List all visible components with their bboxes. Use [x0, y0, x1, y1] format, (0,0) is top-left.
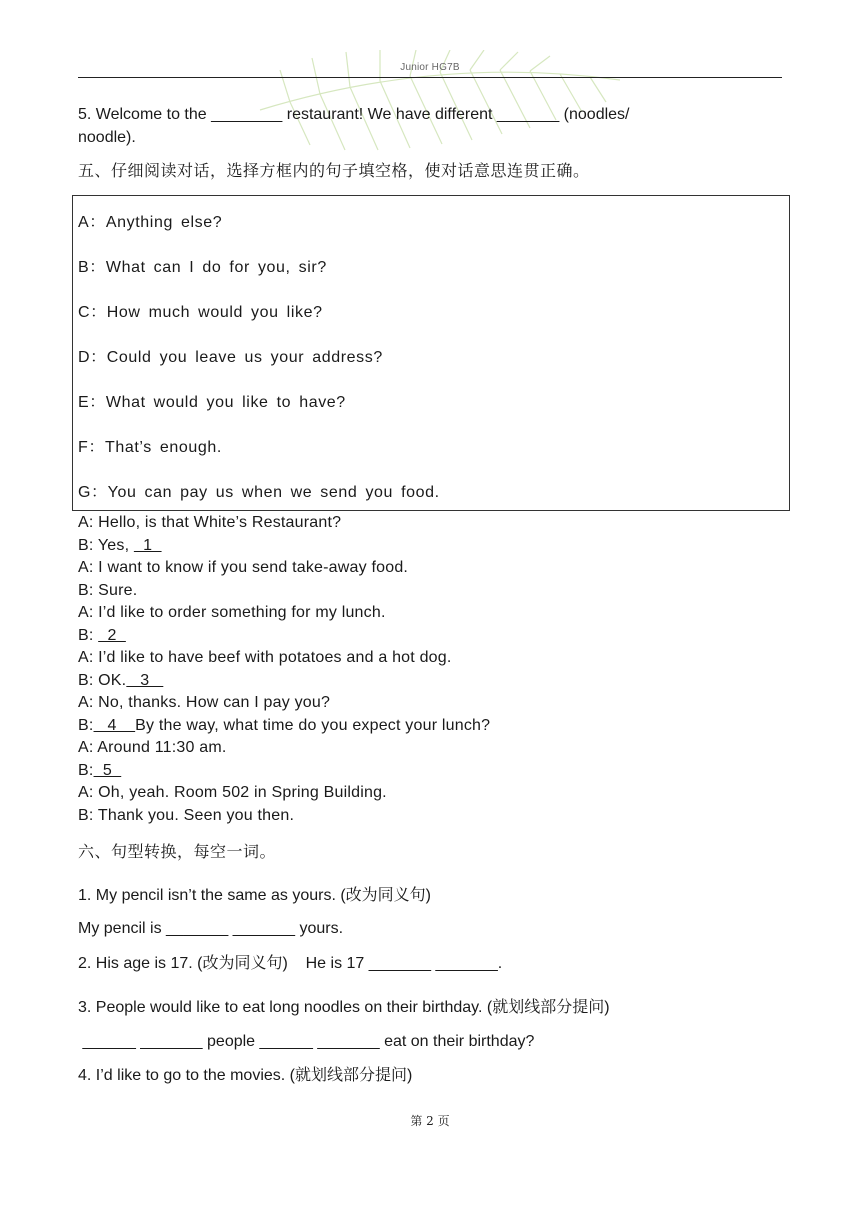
dialogue-text: B: Yes, [78, 537, 134, 554]
dialogue-text: B: [78, 762, 94, 779]
dialogue-line: A: I’d like to order something for my lunch. [78, 604, 386, 621]
question-6-3-answer: ______ _______ people ______ _______ eat on their birthday? [78, 1033, 535, 1050]
question-6-2: 2. His age is 17. (改为同义句) He is 17 _______ _______. [78, 955, 503, 972]
question-6-1: 1. My pencil isn’t the same as yours. (改为同义句) [78, 887, 431, 904]
header-rule [78, 77, 782, 78]
blank-1: 1 [133, 537, 162, 554]
blank-2: 2 [98, 627, 126, 644]
dialogue-line [78, 716, 490, 736]
dialogue-line [78, 761, 121, 781]
dialogue-line: A: I want to know if you send take-away food. [78, 559, 409, 576]
option-e: E：What would you like to have? [78, 394, 346, 411]
dialogue-line: A: Around 11:30 am. [78, 739, 227, 756]
blank-4: 4 [93, 717, 136, 734]
dialogue-line: A: No, thanks. How can I pay you? [78, 694, 331, 711]
option-a: A：Anything else? [78, 214, 223, 231]
question-5-line-2: noodle). [78, 129, 136, 146]
dialogue-text: B: [78, 717, 94, 734]
question-6-4: 4. I’d like to go to the movies. (就划线部分提问) [78, 1067, 413, 1084]
question-5-line-1: 5. Welcome to the ________ restaurant! We have different _______ (noodles/ [78, 106, 630, 123]
question-6-1-answer: My pencil is _______ _______ yours. [78, 920, 344, 937]
option-c: C：How much would you like? [78, 304, 323, 321]
blank-3: 3 [126, 672, 164, 689]
dialogue-line [78, 671, 163, 691]
dialogue-line: B: Thank you. Seen you then. [78, 807, 295, 824]
dialogue-line [78, 536, 162, 556]
dialogue-line [78, 626, 126, 646]
dialogue-line: A: Oh, yeah. Room 502 in Spring Building. [78, 784, 387, 801]
blank-5: 5 [93, 762, 122, 779]
option-d: D：Could you leave us your address? [78, 349, 383, 366]
dialogue-text: By the way, what time do you expect your lunch? [135, 717, 491, 734]
option-g: G：You can pay us when we send you food. [78, 484, 440, 501]
dialogue-line: A: Hello, is that White’s Restaurant? [78, 514, 342, 531]
dialogue-text: B: [78, 627, 99, 644]
header-title: Junior HG7B [400, 62, 460, 73]
dialogue-text: B: OK. [78, 672, 127, 689]
option-f: F：That’s enough. [78, 439, 222, 456]
section-5-title: 五、仔细阅读对话，选择方框内的句子填空格，使对话意思连贯正确。 [78, 163, 590, 180]
section-6-title: 六、句型转换，每空一词。 [78, 844, 277, 861]
dialogue-line: B: Sure. [78, 582, 138, 599]
option-b: B：What can I do for you, sir? [78, 259, 327, 276]
page-number: 第 2 页 [410, 1114, 450, 1128]
question-6-3: 3. People would like to eat long noodles on their birthday. (就划线部分提问) [78, 999, 610, 1016]
dialogue-line: A: I’d like to have beef with potatoes and a hot dog. [78, 649, 452, 666]
